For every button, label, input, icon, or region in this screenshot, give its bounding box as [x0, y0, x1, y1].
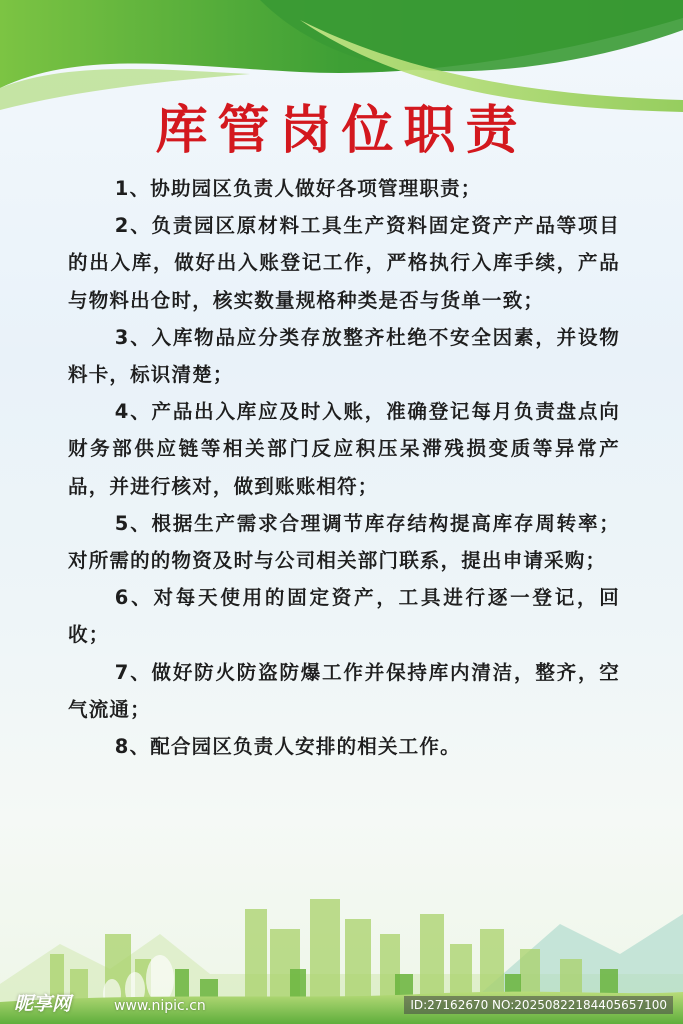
duty-item-8: 8、配合园区负责人安排的相关工作。 — [114, 735, 461, 759]
watermark-logo: 昵享网 — [14, 993, 72, 1015]
duty-item-7: 7、做好防火防盗防爆工作并保持库内清洁，整齐，空气流通； — [68, 660, 620, 721]
duty-item-1: 1、协助园区负责人做好各项管理职责； — [114, 177, 482, 200]
duty-item-3: 3、入库物品应分类存放整齐杜绝不安全因素，并设物料卡，标识清楚； — [68, 325, 620, 387]
duty-item-5: 5、根据生产需求合理调节库存结构提高库存周转率；对所需的的物资及时与公司相关部门联系，提出申请采购； — [68, 511, 620, 573]
duty-item-2: 2、负责园区原材料工具生产资料固定资产产品等项目的出入库，做好出入账登记工作，严格执行入库手续，产品与物料出仓时，核实数量规格种类是否与货单一致； — [68, 214, 620, 312]
page-title: 库管岗位职责 — [155, 101, 528, 161]
watermark-id-label: ID:27162670 NO:20250822184405657100 — [404, 996, 673, 1014]
duty-list — [68, 170, 620, 765]
watermark-url: www.nipic.cn — [114, 998, 206, 1014]
duty-item-6: 6、对每天使用的固定资产，工具进行逐一登记，回收； — [68, 586, 620, 647]
duty-item-4: 4、产品出入库应及时入账，准确登记每月负责盘点向财务部供应链等相关部门反应积压呆滞残损变质等异常产品，并进行核对，做到账账相符； — [68, 400, 620, 498]
